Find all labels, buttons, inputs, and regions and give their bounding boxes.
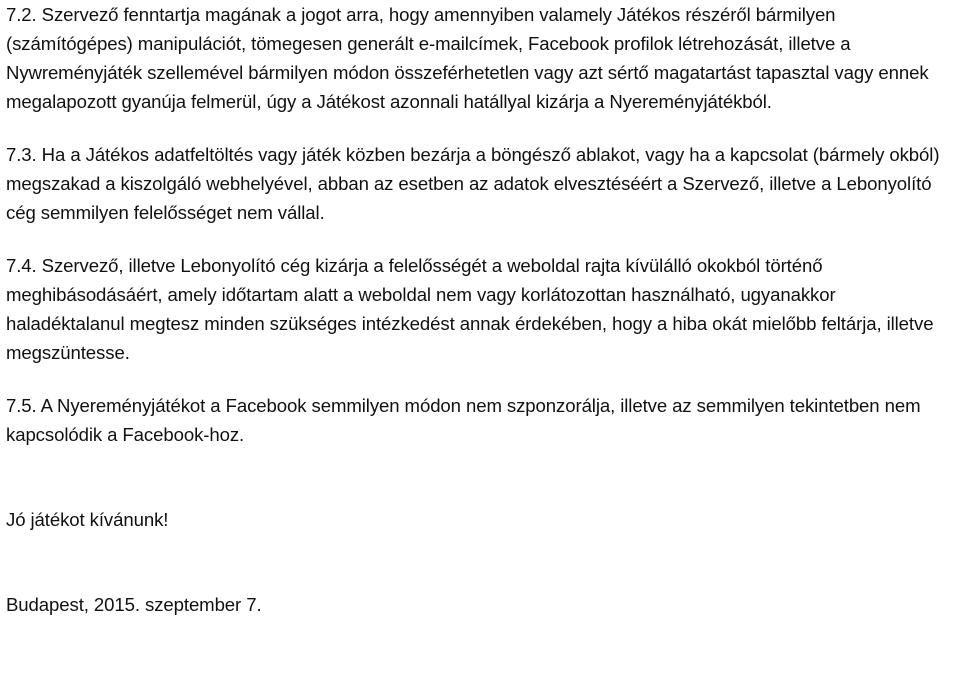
paragraph-spacer [6, 367, 956, 391]
paragraph-7-5: 7.5. A Nyereményjátékot a Facebook semmilyen módon nem szponzorálja, illetve az semmilyen tekintetben nem kapcsolódik a Facebook-hoz. [6, 395, 921, 445]
paragraph-7-2: 7.2. Szervező fenntartja magának a jogot arra, hogy amennyiben valamely Játékos részéről bármilyen (számítógépes) manipulációt, tömegesen generált e-mailcímek, Facebook profilok létrehozását, illetve a Nywreményjáték szellemével bármilyen módon összeférhetetlen vagy azt sértő magatartást tapasztal vagy ennek megalapozott gyanúja felmerül, úgy a Játékost azonnali hatállyal kizárja a Nyereményjátékból. [6, 4, 929, 112]
paragraph-spacer [6, 534, 956, 590]
paragraph-7-3: 7.3. Ha a Játékos adatfeltöltés vagy játék közben bezárja a böngésző ablakot, vagy ha a kapcsolat (bármely okból) megszakad a kiszolgáló webhelyével, abban az esetben az adatok elvesztéséért a Szervező, illetve a Lebonyolító cég semmilyen felelősséget nem vállal. [6, 144, 940, 223]
paragraph-spacer [6, 227, 956, 251]
paragraph-spacer [6, 449, 956, 505]
document-body [6, 0, 956, 619]
paragraph-7-4: 7.4. Szervező, illetve Lebonyolító cég kizárja a felelősségét a weboldal rajta kívülálló okokból történő meghibásodásáért, amely időtartam alatt a weboldal nem vagy korlátozottan használható, ugyanakkor haladéktalanul megtesz minden szükséges intézkedést annak érdekében, hogy a hiba okát mielőbb feltárja, illetve megszüntesse. [6, 255, 934, 363]
place-date-line: Budapest, 2015. szeptember 7. [6, 594, 262, 615]
paragraph-spacer [6, 116, 956, 140]
closing-line: Jó játékot kívánunk! [6, 509, 169, 530]
